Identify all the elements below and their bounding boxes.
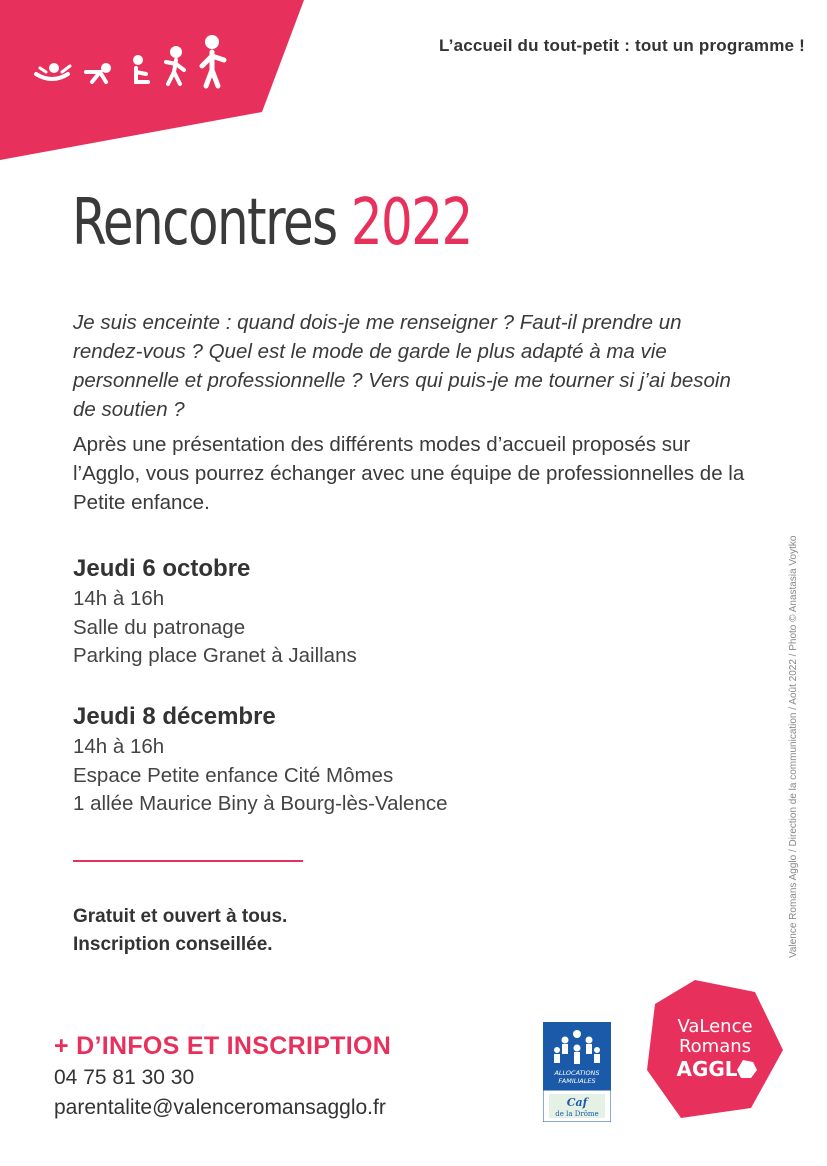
event-date: Jeudi 8 décembre (73, 703, 276, 730)
conditions-free: Gratuit et ouvert à tous. (73, 906, 288, 927)
event-place: Salle du patronage (73, 615, 246, 639)
caf-line1: ALLOCATIONS (554, 1069, 600, 1077)
title-year: 2022 (350, 186, 472, 260)
caf-region: de la Drôme (555, 1110, 599, 1118)
caf-line2: FAMILIALES (558, 1077, 596, 1085)
caf-logo (543, 1022, 611, 1122)
event-address: Parking place Granet à Jaillans (73, 644, 357, 667)
title-word: Rencontres (72, 186, 337, 260)
contact-phone[interactable]: 04 75 81 30 30 (54, 1066, 195, 1089)
event-place: Espace Petite enfance Cité Mômes (73, 763, 394, 787)
agglo-line1: VaLence (677, 1016, 753, 1037)
event-address: 1 allée Maurice Biny à Bourg-lès-Valence (73, 792, 448, 815)
page-title (72, 186, 472, 260)
event-block (73, 553, 673, 671)
agglo-line3: AGGL (676, 1057, 738, 1081)
event-time: 14h à 16h (73, 735, 165, 758)
photo-credit: Valence Romans Agglo / Direction de la communication / Août 2022 / Photo © Anastasia Voytko (788, 535, 799, 958)
divider (73, 860, 303, 862)
conditions (73, 903, 287, 959)
header-banner (0, 0, 304, 160)
caf-name: Caf (566, 1096, 588, 1109)
agglo-logo (647, 980, 783, 1118)
event-time: 14h à 16h (73, 587, 165, 610)
banner-shape (0, 0, 304, 160)
description: Après une présentation des différents modes d’accueil proposés sur l’Agglo, vous pourrez échanger avec une équipe de professionnelles de la Petite enfance. (73, 433, 745, 514)
info-heading: + D’INFOS ET INSCRIPTION (54, 1032, 392, 1060)
contact-email[interactable]: parentalite@valenceromansagglo.fr (54, 1096, 386, 1119)
intro-questions: Je suis enceinte : quand dois-je me renseigner ? Faut-il prendre un rendez-vous ? Quel est le mode de garde le plus adapté à ma vie personnelle et professionnelle ? Vers qui puis-je me tourner si j’ai besoin de soutien ? (73, 311, 731, 421)
event-block (73, 701, 673, 819)
agglo-line2: Romans (678, 1036, 752, 1057)
conditions-registration: Inscription conseillée. (73, 934, 273, 955)
event-date: Jeudi 6 octobre (73, 555, 251, 582)
tagline: L’accueil du tout-petit : tout un programme ! (439, 36, 805, 55)
